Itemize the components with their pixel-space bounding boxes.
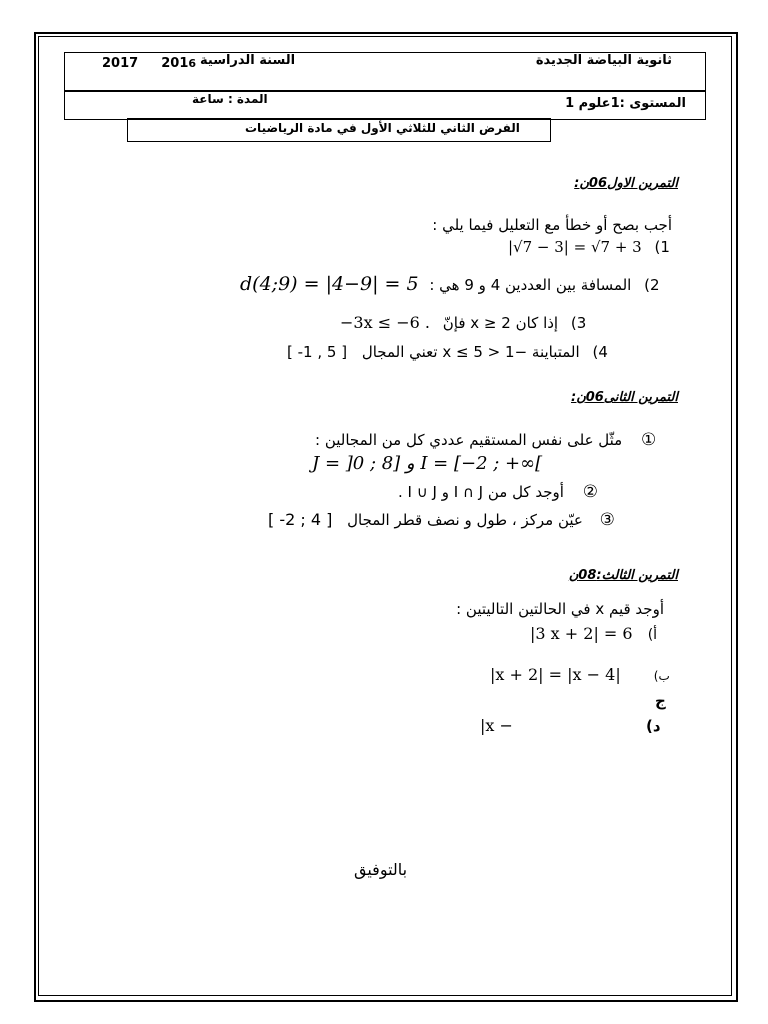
ex3-item-1-num: أ) [647,627,658,643]
exercise-1-title: التمرين الاول06ن: [574,176,678,191]
level-label: المستوى :1علوم 1 [565,96,686,111]
ex1-item-2 [240,273,660,295]
ex2-item-3-text: أوجد كل من I ∩ J و I ∪ J . [398,483,564,501]
ex1-item-1-math: |√7 − 3| = √7 + 3 [508,238,642,256]
ex2-item-1 [315,430,656,450]
ex1-item-1-num: (1 [654,238,670,256]
ex3-item-2-math: |x + 2| = |x − 4| [490,665,621,684]
year-start: 201 [161,56,189,71]
ex3-item-4-math: |x − [480,716,513,735]
ex1-item-2-num: (2 [644,276,660,294]
ex2-item-3 [398,482,598,502]
ex3-item-2 [490,665,670,684]
ex2-item-4 [268,510,615,530]
school-year-label: السنة الدراسية [200,53,296,68]
ex1-item-3-num: (3 [570,314,587,332]
ex2-item-2-math: J = ]0 ; 8] و I = [−2 ; +∞[ [312,453,543,474]
ex1-item-3 [340,313,586,332]
closing-note: بالتوفيق [354,860,408,879]
ex3-item-1-math: |3 x + 2| = 6 [530,624,633,643]
ex3-item-3 [655,692,666,710]
ex1-item-1 [508,238,670,256]
ex3-item-2-num: ب) [653,669,670,683]
ex2-item-1-num: ① [641,430,657,450]
ex3-item-3-num: ج [655,692,666,710]
ex3-item-4-num: د) [646,717,661,735]
ex1-item-4 [287,343,608,361]
exercise-3-title: التمرين الثالث:08ن [568,568,678,583]
school-year-value [102,56,196,71]
ex1-item-4-math: [ -1 , 5 ] [287,343,348,361]
duration-label: المدة : ساعة [192,92,268,106]
ex2-item-4-num: ③ [599,510,615,530]
ex1-item-4-num: (4 [592,343,608,361]
ex1-item-2-math: d(4;9) = |4−9| = 5 [240,273,419,295]
ex2-item-3-num: ② [582,482,598,502]
ex2-item-4-text: عيّن مركز ، طول و نصف قطر المجال [347,511,583,529]
ex1-item-3-math: −3x ≤ −6 . [340,313,430,332]
ex1-item-2-text: المسافة بين العددين 4 و 9 هي : [429,276,632,294]
ex2-item-2 [312,453,542,474]
ex3-item-1 [530,624,657,643]
ex3-item-4 [480,716,661,735]
year-end: 2017 [102,56,139,71]
ex1-item-4-text: المتباينة −1 < x ≤ 5 تعني المجال [361,343,580,361]
school-name: ثانوية البياضة الجديدة [535,53,672,68]
exercise-1-intro: أجب بصح أو خطأ مع التعليل فيما يلي : [432,216,672,234]
ex2-item-4-math: [ -2 ; 4 ] [268,510,333,529]
exam-title: الفرض الثاني للثلاثي الأول في مادة الرياضيات [245,121,520,135]
ex2-item-1-text: مثّل على نفس المستقيم عددي كل من المجالين : [315,431,623,449]
exercise-3-intro: أوجد قيم x في الحالتين التاليتين : [456,600,664,618]
ex1-item-3-text: إذا كان 2 ≤ x فإنّ [442,314,559,332]
exercise-2-title: التمرين الثانى06ن: [571,390,678,405]
year-digit: 6 [188,57,197,70]
